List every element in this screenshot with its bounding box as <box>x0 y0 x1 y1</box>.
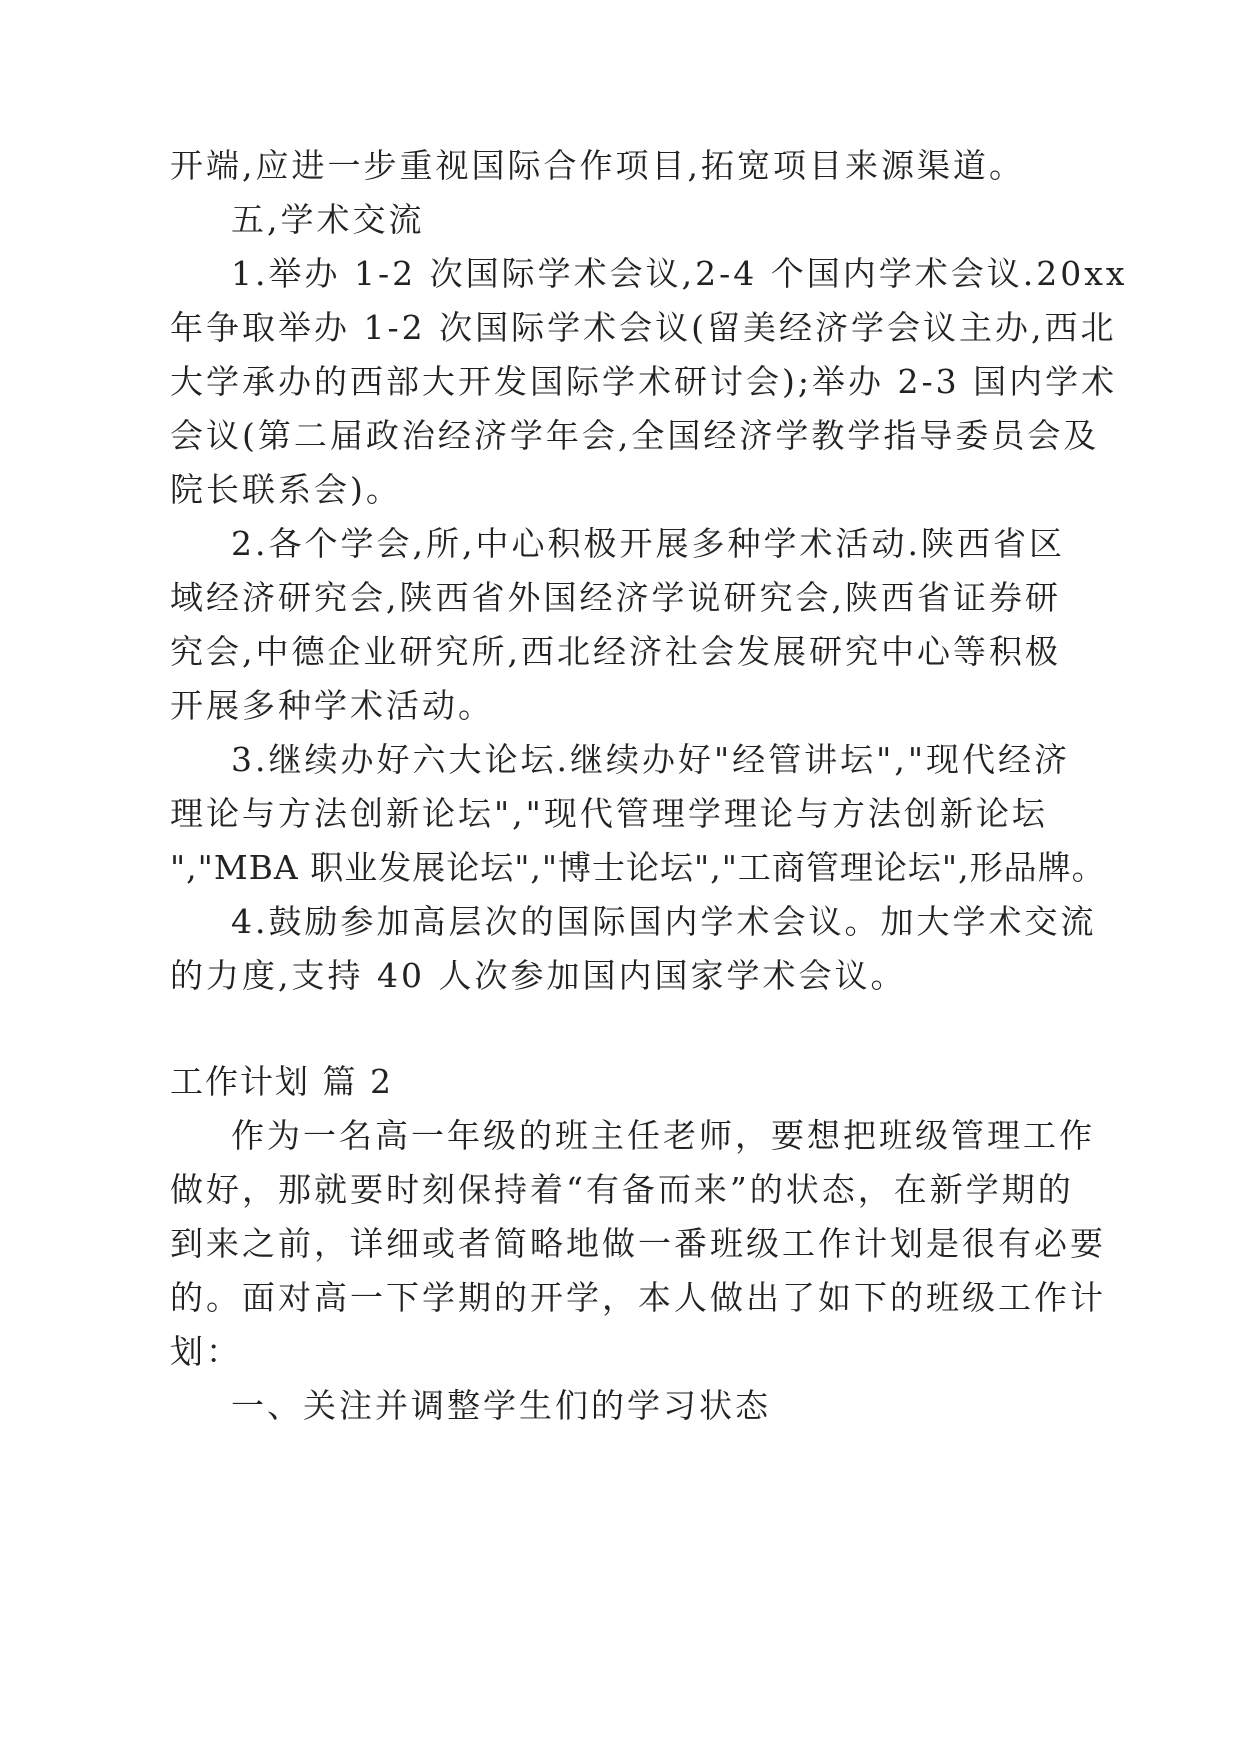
text-line: 2.各个学会,所,中心积极开展多种学术活动.陕西省区 <box>231 524 1065 563</box>
text-line: 做好，那就要时刻保持着“有备而来”的状态，在新学期的 <box>170 1170 1074 1209</box>
text-line: 的力度,支持 40 人次参加国内国家学术会议。 <box>170 956 907 995</box>
text-line: 到来之前，详细或者简略地做一番班级工作计划是很有必要 <box>170 1224 1106 1263</box>
text-line: 年争取举办 1-2 次国际学术会议(留美经济学会议主办,西北 <box>170 308 1117 347</box>
text-line: 域经济研究会,陕西省外国经济学说研究会,陕西省证券研 <box>170 578 1061 617</box>
text-line: 理论与方法创新论坛","现代管理学理论与方法创新论坛 <box>170 794 1048 833</box>
text-line: 1.举办 1-2 次国际学术会议,2-4 个国内学术会议.20xx <box>231 254 1128 293</box>
text-line: 究会,中德企业研究所,西北经济社会发展研究中心等积极 <box>170 632 1061 671</box>
section-heading: 一、关注并调整学生们的学习状态 <box>231 1386 771 1425</box>
text-line: 院长联系会)。 <box>170 470 402 509</box>
text-line: 开端,应进一步重视国际合作项目,拓宽项目来源渠道。 <box>170 146 1025 185</box>
text-line: 的。面对高一下学期的开学，本人做出了如下的班级工作计 <box>170 1278 1106 1317</box>
text-line: 作为一名高一年级的班主任老师，要想把班级管理工作 <box>231 1116 1095 1155</box>
text-line: 3.继续办好六大论坛.继续办好"经管讲坛","现代经济 <box>231 740 1071 779</box>
text-line: 开展多种学术活动。 <box>170 686 494 725</box>
section-heading: 五,学术交流 <box>231 200 425 239</box>
text-line: 会议(第二届政治经济学年会,全国经济学教学指导委员会及 <box>170 416 1100 455</box>
text-line: 大学承办的西部大开发国际学术研讨会);举办 2-3 国内学术 <box>170 362 1118 401</box>
article-title: 工作计划 篇 2 <box>170 1062 393 1101</box>
text-line: ","MBA 职业发展论坛","博士论坛","工商管理论坛",形品牌。 <box>170 848 1106 887</box>
text-line: 划： <box>170 1332 242 1371</box>
text-line: 4.鼓励参加高层次的国际国内学术会议。加大学术交流 <box>231 902 1097 941</box>
